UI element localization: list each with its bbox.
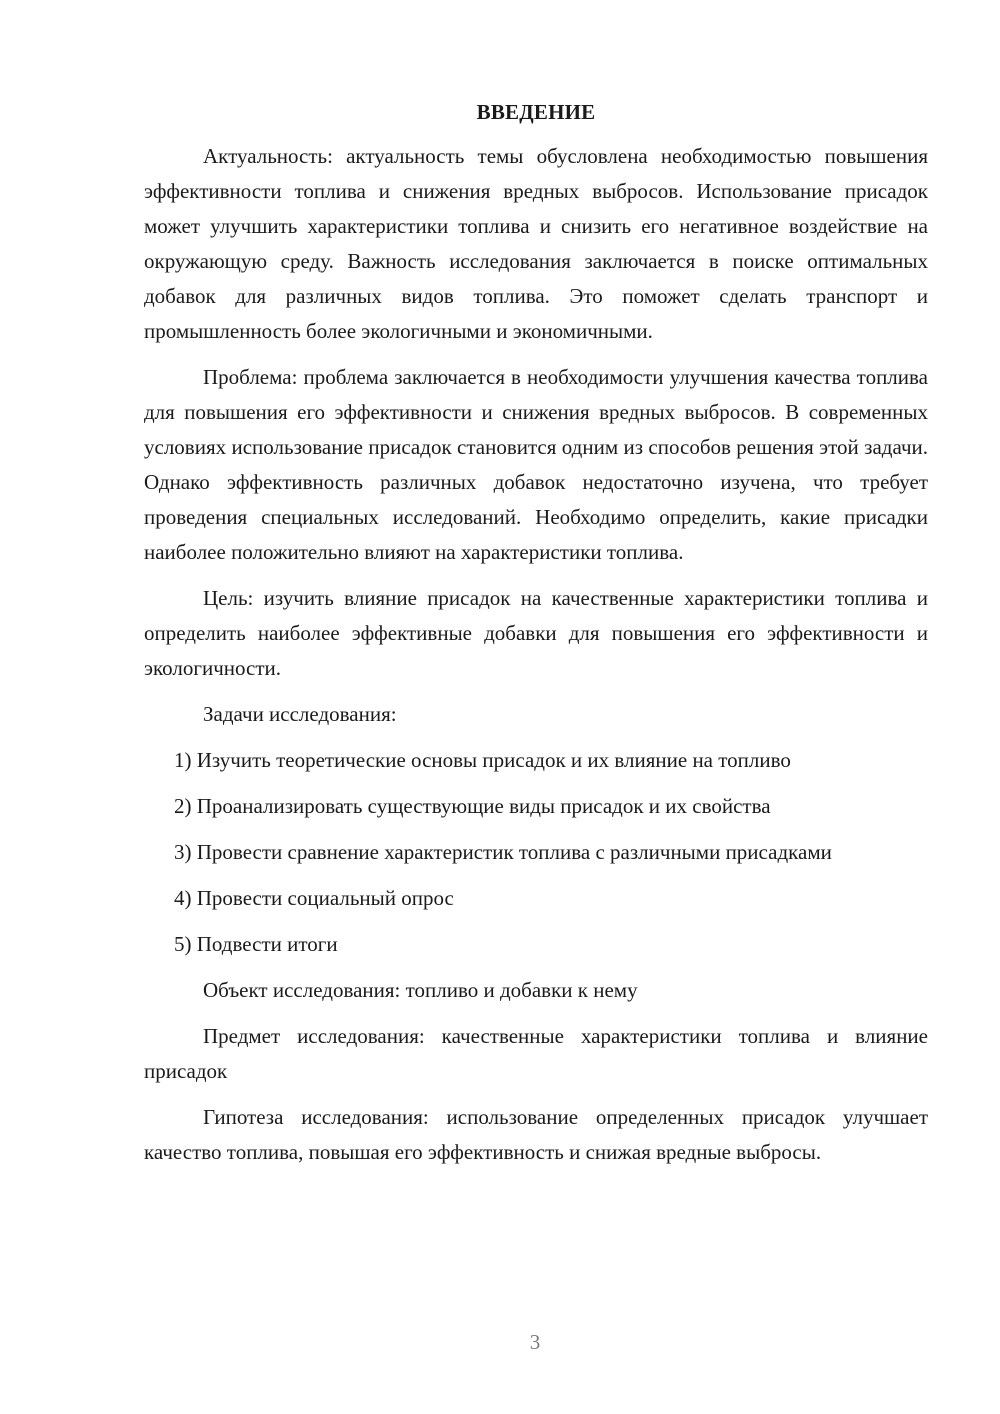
task-item-1: 1) Изучить теоретические основы присадок и их влияние на топливо	[174, 748, 791, 772]
page-content	[144, 95, 928, 1181]
task-item-4: 4) Провести социальный опрос	[174, 886, 454, 910]
section-title: ВВЕДЕНИЕ	[476, 100, 596, 124]
paragraph-hypothesis: Гипотеза исследования: использование определенных присадок улучшает качество топлива, повышая его эффективность и снижая вредные выбросы.	[144, 1105, 928, 1164]
paragraph-subject: Предмет исследования: качественные характеристики топлива и влияние присадок	[144, 1024, 928, 1083]
task-item-2: 2) Проанализировать существующие виды присадок и их свойства	[174, 794, 771, 818]
task-item-3: 3) Провести сравнение характеристик топлива с различными присадками	[174, 840, 832, 864]
paragraph-goal: Цель: изучить влияние присадок на качественные характеристики топлива и определить наиболее эффективные добавки для повышения его эффективности и экологичности.	[144, 586, 928, 680]
paragraph-problem: Проблема: проблема заключается в необходимости улучшения качества топлива для повышения его эффективности и снижения вредных выбросов. В современных условиях использование присадок становится одним из способов решения этой задачи. Однако эффективность различных добавок недостаточно изучена, что требует проведения специальных исследований. Необходимо определить, какие присадки наиболее положительно влияют на характеристики топлива.	[144, 365, 928, 564]
paragraph-object: Объект исследования: топливо и добавки к нему	[203, 978, 638, 1002]
paragraph-relevance: Актуальность: актуальность темы обусловлена необходимостью повышения эффективности топлива и снижения вредных выбросов. Использование присадок может улучшить характеристики топлива и снизить его негативное воздействие на окружающую среду. Важность исследования заключается в поиске оптимальных добавок для различных видов топлива. Это поможет сделать транспорт и промышленность более экологичными и экономичными.	[144, 144, 928, 343]
task-item-5: 5) Подвести итоги	[174, 932, 338, 956]
page-number: 3	[529, 1330, 541, 1354]
paragraph-tasks-heading: Задачи исследования:	[203, 702, 397, 726]
